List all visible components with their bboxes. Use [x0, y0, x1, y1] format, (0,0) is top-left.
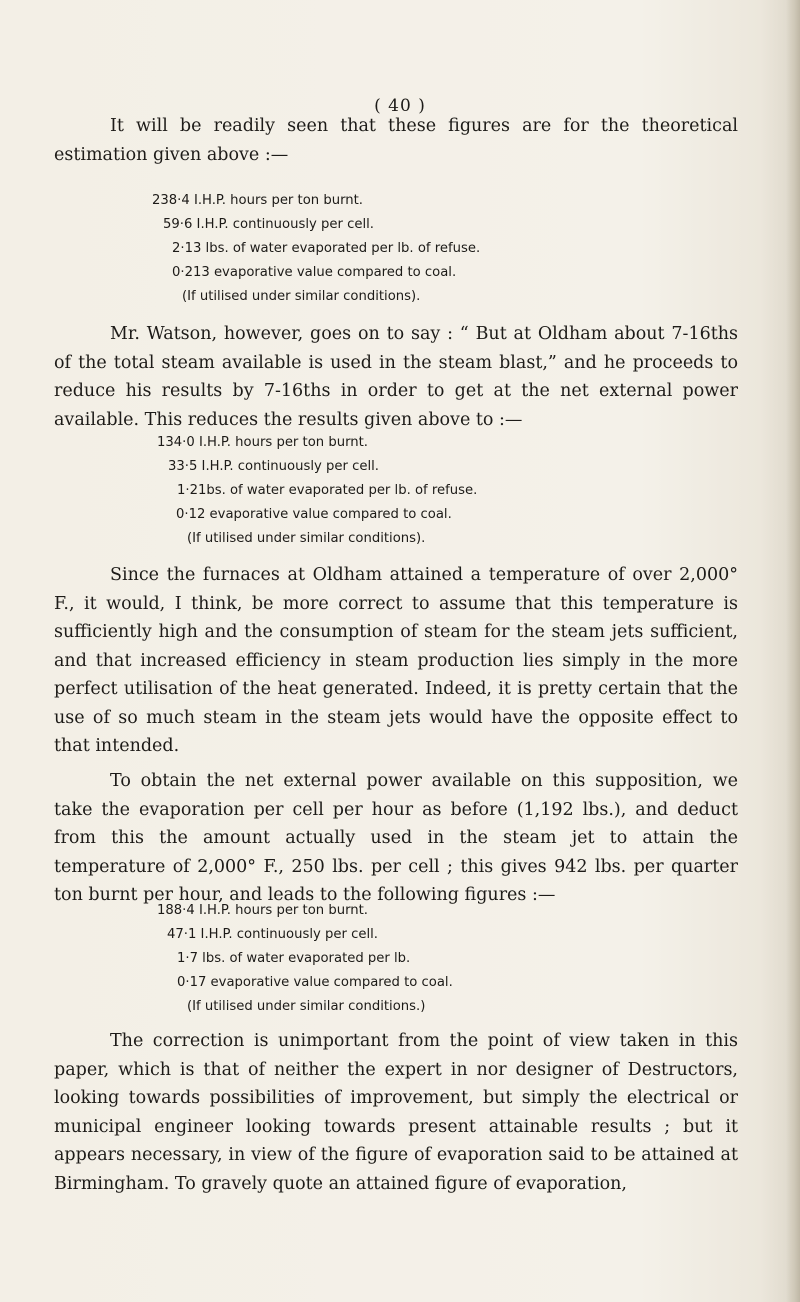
paragraph-net-power: To obtain the net external power available on this supposition, we take the evaporation per cell per hour as before (1,192 lbs.), and deduct from this the amount actually used in the steam jet to attain the temperature of 2,000° F., 250 lbs. per cell ; this gives 942 lbs. per quarter ton burnt per hour, and leads to the following figures :—	[54, 771, 738, 905]
list-item: 238·4 I.H.P. hours per ton burnt.	[152, 193, 363, 208]
list-item: (If utilised under similar conditions.)	[187, 999, 426, 1014]
list-item: 33·5 I.H.P. continuously per cell.	[168, 459, 379, 474]
list-item: 188·4 I.H.P. hours per ton burnt.	[157, 903, 368, 918]
list-item: (If utilised under similar conditions).	[182, 289, 421, 304]
paragraph-watson: Mr. Watson, however, goes on to say : “ But at Oldham about 7-16ths of the total steam available is used in the steam blast,” and he proceeds to reduce his results by 7-16ths in order to get at the net external power available. This reduces the results given above to :—	[54, 324, 738, 430]
paragraph-intro: It will be readily seen that these figures are for the theoretical estimation given above :—	[54, 116, 738, 165]
list-item: 0·17 evaporative value compared to coal.	[177, 975, 453, 990]
paragraph-oldham: Since the furnaces at Oldham attained a temperature of over 2,000° F., it would, I think, be more correct to assume that this temperature is sufficiently high and the consumption of steam for the steam jets sufficient, and that increased efficiency in steam production lies simply in the more perfect utilisation of the heat generated. Indeed, it is pretty certain that the use of so much steam in the steam jets would have the opposite effect to that intended.	[54, 565, 738, 756]
list-item: 134·0 I.H.P. hours per ton burnt.	[157, 435, 368, 450]
figures-list-theoretical	[0, 189, 800, 309]
list-item: 47·1 I.H.P. continuously per cell.	[167, 927, 378, 942]
figures-list-net	[0, 431, 800, 551]
paragraph-correction: The correction is unimportant from the point of view taken in this paper, which is that of neither the expert in nor designer of Destructors, looking towards possibilities of improvement, but simply the electrical or municipal engineer looking towards present attainable results ; but it appears necessary, in view of the figure of evaporation said to be attained at Birmingham. To gravely quote an attained figure of evaporation,	[54, 1031, 738, 1194]
figures-list-corrected	[0, 899, 800, 1019]
page-number: ( 40 )	[374, 96, 426, 116]
list-item: (If utilised under similar conditions).	[187, 531, 426, 546]
list-item: 1·21bs. of water evaporated per lb. of refuse.	[177, 483, 478, 498]
list-item: 1·7 lbs. of water evaporated per lb.	[177, 951, 411, 966]
list-item: 0·213 evaporative value compared to coal.	[172, 265, 457, 280]
list-item: 0·12 evaporative value compared to coal.	[176, 507, 452, 522]
list-item: 2·13 lbs. of water evaporated per lb. of refuse.	[172, 241, 481, 256]
list-item: 59·6 I.H.P. continuously per cell.	[163, 217, 374, 232]
